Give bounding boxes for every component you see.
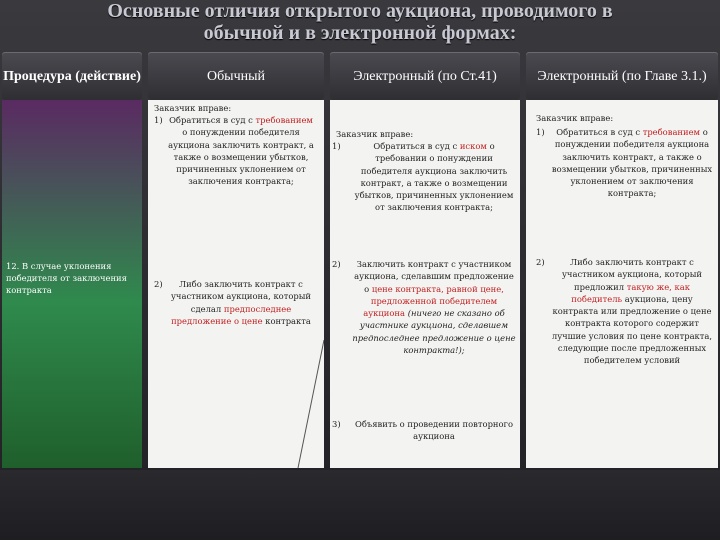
procedure-text: 12. В случае уклонения победителя от заключения контракта (6, 261, 127, 295)
elec41-item2-text-a: Заключить контракт с участником аукциона, сделавшим предложение о (354, 259, 514, 294)
elec31-item1-highlight: требованием (642, 127, 701, 137)
usual-item1-text-b: о понуждении победителя аукциона заключить контракт, а также о возмещении убытков, причиненных уклонением от заключения контракта; (168, 127, 314, 187)
elec41-item1-text-b: о требовании о понуждении победителя аукциона заключить контракт, а также о возмещении убытков, причиненных уклонением от заключения контракта; (354, 141, 514, 213)
procedure-cell (2, 100, 142, 468)
elec31-item1-text-b: о понуждении победителя аукциона заключить контракт, а также о возмещении убытков, причиненных уклонением от заключения контракта; (551, 127, 713, 199)
elec31-item1 (550, 126, 714, 200)
elec41-item1 (352, 140, 516, 214)
elec31-item2-text-b: аукциона, цену контракта или предложение о цене контракта которого содержит лучшие условия по цене контракта, следующие после предложенных победителем условий (551, 293, 713, 366)
header-usual-label: Обычный (206, 68, 266, 84)
usual-item1-highlight: требованием (255, 115, 313, 125)
elec41-item3: Объявить о проведении повторного аукциона (355, 419, 513, 442)
header-electronic-art41-label: Электронный (по Ст.41) (353, 68, 497, 84)
slide-title (0, 0, 720, 44)
elec31-lead: Заказчик вправе: (536, 113, 614, 123)
header-electronic-art41 (330, 52, 520, 100)
elec31-item2 (550, 256, 714, 367)
elec41-item1-number: 1) (332, 141, 341, 151)
elec31-item1-number: 1) (536, 127, 545, 137)
slide-title-line2: обычной и в электронной формах: (203, 22, 517, 44)
elec41-item2-number: 2) (332, 259, 341, 269)
elec31-item1-text-a: Обратиться в суд с (556, 127, 641, 137)
usual-item2-number: 2) (154, 279, 163, 289)
slide-title-line1: Основные отличия открытого аукциона, проводимого в (107, 0, 613, 22)
elec41-item2-italic-note: (ничего не сказано об участнике аукциона, сделавшем предпоследнее предложение о цене контракта!); (352, 308, 516, 356)
electronic-art41-cell (330, 100, 520, 468)
usual-item2-text-a: Либо заключить контракт с участником аукциона, который сделал (170, 279, 312, 314)
elec41-lead: Заказчик вправе: (336, 129, 414, 139)
elec41-item1-text-a: Обратиться в суд с (373, 141, 458, 151)
elec41-item1-highlight: иском (459, 141, 487, 151)
header-electronic-ch31 (526, 52, 718, 100)
usual-item2-highlight: предпоследнее предложение о цене (171, 303, 292, 326)
usual-item2-text-b: контракта (265, 315, 311, 326)
elec41-item2-highlight: цене контракта, равной цене, предложенной победителем аукциона (363, 283, 504, 319)
usual-lead: Заказчик вправе: (154, 103, 232, 113)
usual-item1-number: 1) (154, 115, 163, 125)
elec41-item2 (352, 258, 516, 356)
elec31-item2-highlight: такую же, как победитель (571, 281, 690, 304)
header-electronic-ch31-label: Электронный (по Главе 3.1.) (537, 68, 707, 84)
elec31-item2-text-a: Либо заключить контракт с участником аукциона, который предложил (561, 257, 703, 292)
header-procedure-label: Процедура (действие) (3, 68, 141, 84)
header-usual (148, 52, 324, 100)
electronic-ch31-cell (526, 100, 718, 468)
header-procedure (2, 52, 142, 100)
diagonal-line (148, 100, 324, 468)
elec41-item3-number: 3) (332, 419, 341, 429)
bottom-bar (0, 470, 720, 540)
elec31-item2-number: 2) (536, 257, 545, 267)
usual-item1-text-a: Обратиться в суд с (169, 115, 253, 125)
usual-cell (148, 100, 324, 468)
